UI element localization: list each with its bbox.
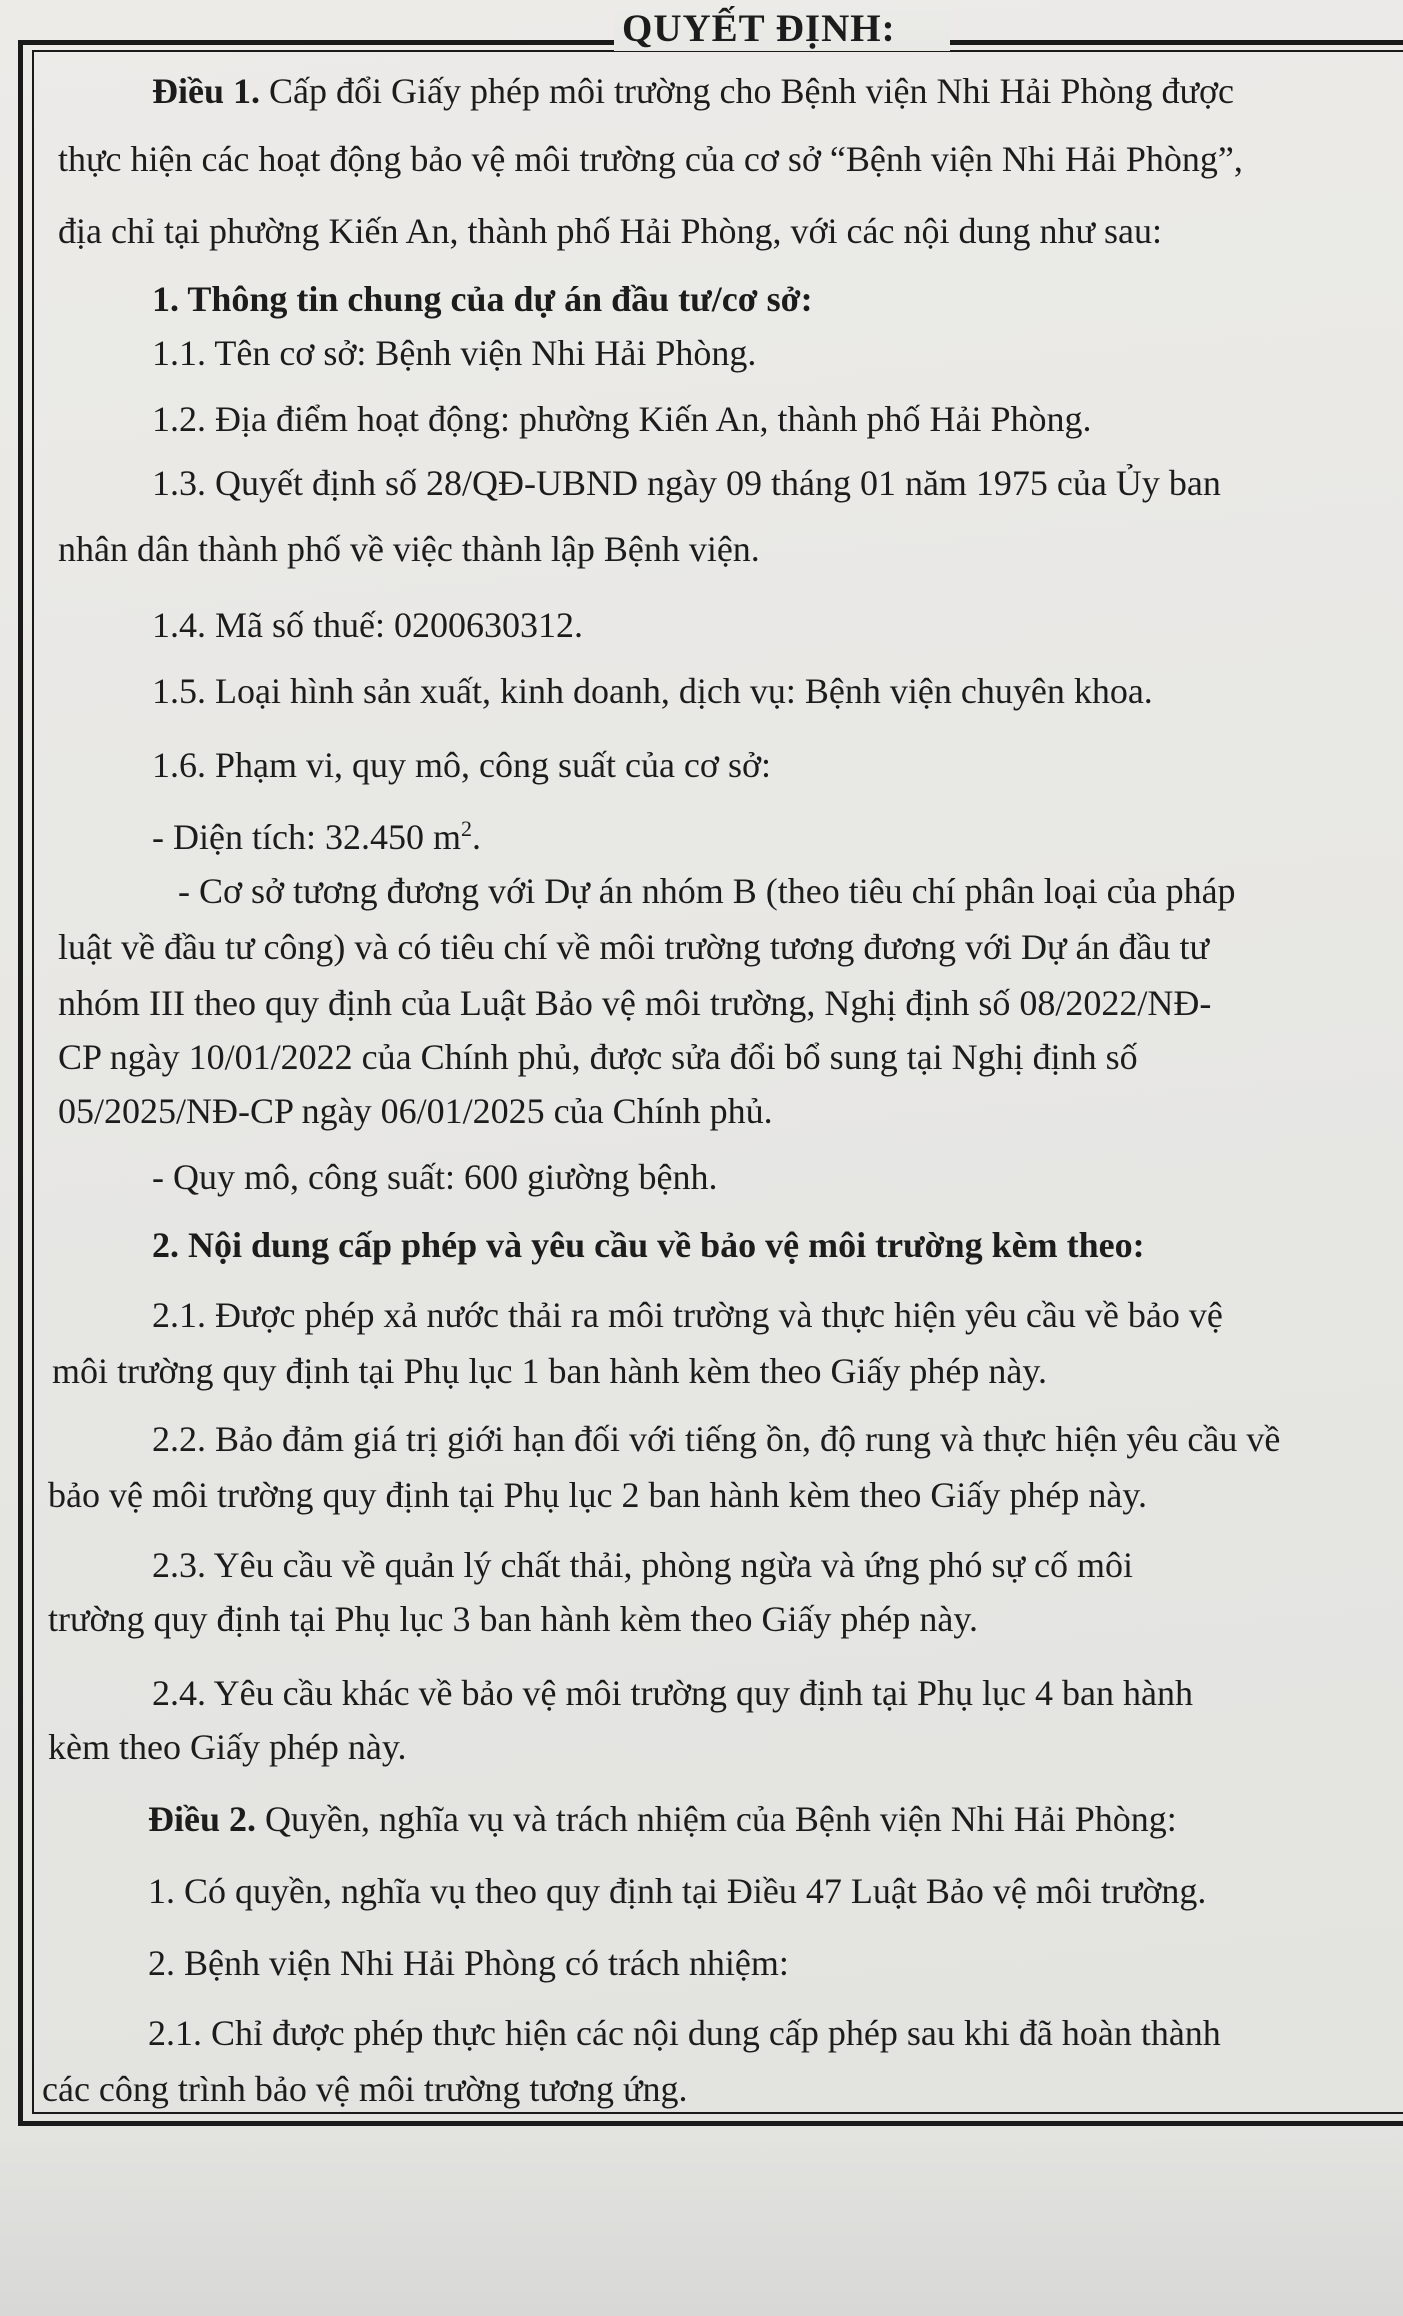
article-2-item-2-1-line-1: 2.1. Chỉ được phép thực hiện các nội dung cấp phép sau khi đã hoàn thành [148,2013,1221,2053]
section-2-heading: 2. Nội dung cấp phép và yêu cầu về bảo vệ môi trường kèm theo: [152,1225,1145,1265]
item-1-5: 1.5. Loại hình sản xuất, kinh doanh, dịch vụ: Bệnh viện chuyên khoa. [152,671,1153,711]
article-2-item-1: 1. Có quyền, nghĩa vụ theo quy định tại Điều 47 Luật Bảo vệ môi trường. [148,1871,1207,1911]
area-superscript: 2 [460,816,472,841]
classification-line-4: CP ngày 10/01/2022 của Chính phủ, được sửa đổi bổ sung tại Nghị định số [58,1037,1138,1077]
item-1-1: 1.1. Tên cơ sở: Bệnh viện Nhi Hải Phòng. [152,333,757,373]
item-2-1-line-1: 2.1. Được phép xả nước thải ra môi trường và thực hiện yêu cầu về bảo vệ [152,1295,1223,1335]
article-1-text: Cấp đổi Giấy phép môi trường cho Bệnh viện Nhi Hải Phòng được [269,71,1234,111]
article-2-text: Quyền, nghĩa vụ và trách nhiệm của Bệnh viện Nhi Hải Phòng: [265,1799,1177,1839]
section-1-heading: 1. Thông tin chung của dự án đầu tư/cơ sở: [152,279,813,319]
item-2-1-line-2: môi trường quy định tại Phụ lục 1 ban hành kèm theo Giấy phép này. [52,1351,1048,1391]
item-1-2: 1.2. Địa điểm hoạt động: phường Kiến An, thành phố Hải Phòng. [152,399,1092,439]
item-2-4-line-1: 2.4. Yêu cầu khác về bảo vệ môi trường quy định tại Phụ lục 4 ban hành [152,1673,1193,1713]
area-period: . [471,817,481,857]
lower-page-margin [0,2140,1403,2316]
article-2-label: Điều 2. [148,1799,256,1839]
article-2-item-2-1-line-2: các công trình bảo vệ môi trường tương ứng. [42,2069,688,2109]
article-1-line-1 [152,72,1234,112]
item-1-3-line-1: 1.3. Quyết định số 28/QĐ-UBND ngày 09 tháng 01 năm 1975 của Ủy ban [152,463,1221,503]
item-2-4-line-2: kèm theo Giấy phép này. [48,1727,407,1767]
classification-line-2: luật về đầu tư công) và có tiêu chí về môi trường tương đương với Dự án đầu tư [58,927,1209,967]
decision-title: QUYẾT ĐỊNH: [614,6,950,51]
article-2-item-2: 2. Bệnh viện Nhi Hải Phòng có trách nhiệm: [148,1943,789,1983]
article-1-line-2: thực hiện các hoạt động bảo vệ môi trường của cơ sở “Bệnh viện Nhi Hải Phòng”, [58,139,1243,179]
item-2-2-line-1: 2.2. Bảo đảm giá trị giới hạn đối với tiếng ồn, độ rung và thực hiện yêu cầu về [152,1419,1281,1459]
article-1-line-3: địa chỉ tại phường Kiến An, thành phố Hải Phòng, với các nội dung như sau: [58,211,1162,251]
scale-line: - Quy mô, công suất: 600 giường bệnh. [152,1157,718,1197]
item-1-6: 1.6. Phạm vi, quy mô, công suất của cơ sở: [152,745,771,785]
item-2-2-line-2: bảo vệ môi trường quy định tại Phụ lục 2 ban hành kèm theo Giấy phép này. [48,1475,1148,1515]
item-2-3-line-1: 2.3. Yêu cầu về quản lý chất thải, phòng ngừa và ứng phó sự cố môi [152,1545,1133,1585]
article-1-label: Điều 1. [152,71,260,111]
area-text: - Diện tích: 32.450 m [152,817,461,857]
article-2-line [148,1800,1177,1840]
classification-line-1: - Cơ sở tương đương với Dự án nhóm B (theo tiêu chí phân loại của pháp [178,871,1236,911]
item-2-3-line-2: trường quy định tại Phụ lục 3 ban hành kèm theo Giấy phép này. [48,1599,979,1639]
item-1-4: 1.4. Mã số thuế: 0200630312. [152,605,583,645]
classification-line-5: 05/2025/NĐ-CP ngày 06/01/2025 của Chính phủ. [58,1091,773,1131]
item-1-3-line-2: nhân dân thành phố về việc thành lập Bệnh viện. [58,529,760,569]
classification-line-3: nhóm III theo quy định của Luật Bảo vệ môi trường, Nghị định số 08/2022/NĐ- [58,983,1212,1023]
area-line [152,818,481,858]
